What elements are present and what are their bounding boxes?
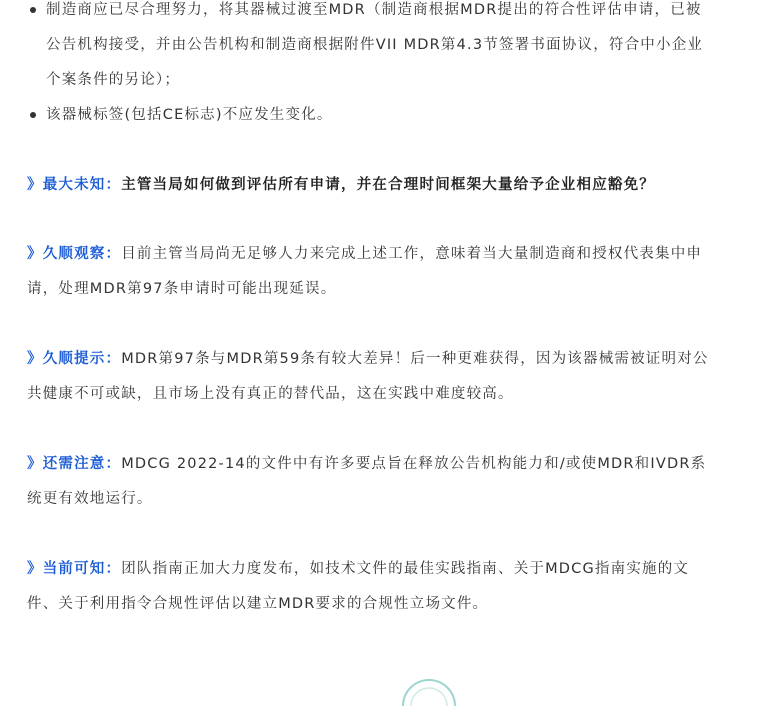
section-biggest-unknown <box>27 168 717 203</box>
section-note <box>27 447 717 517</box>
section-observation <box>27 237 717 307</box>
section-lead: 》最大未知： <box>27 177 122 193</box>
bullet-text: 制造商应已尽合理努力，将其器械过渡至MDR（制造商根据MDR提出的符合性评估申请，已被公告机构接受，并由公告机构和制造商根据附件VII MDR第4.3节签署书面协议，符合中小企业个案条件的另论）； <box>46 2 704 88</box>
bullet-text: 该器械标签(包括CE标志)不应发生变化。 <box>46 107 333 123</box>
article-body <box>27 0 717 612</box>
circle-decoration-icon <box>399 676 459 706</box>
section-lead: 》还需注意： <box>27 456 122 472</box>
section-text: MDR第97条与MDR第59条有较大差异！后一种更难获得，因为该器械需被证明对公共健康不可或缺，且市场上没有真正的替代品，这在实践中难度较高。 <box>27 351 709 402</box>
bullet-dot-icon <box>30 112 36 118</box>
section-tip <box>27 342 717 412</box>
section-text: 目前主管当局尚无足够人力来完成上述工作，意味着当大量制造商和授权代表集中申请，处理MDR第97条申请时可能出现延误。 <box>27 246 703 297</box>
bullet-dot-icon <box>30 7 36 13</box>
section-lead: 》久顺提示： <box>27 351 122 367</box>
section-text: MDCG 2022-14的文件中有许多要点旨在释放公告机构能力和/或使MDR和IVDR系统更有效地运行。 <box>27 456 707 507</box>
section-lead: 》久顺观察： <box>27 246 122 262</box>
bullet-list <box>27 0 717 133</box>
list-item <box>27 98 717 133</box>
section-lead: 》当前可知： <box>27 561 122 577</box>
section-text: 主管当局如何做到评估所有申请，并在合理时间框架大量给予企业相应豁免？ <box>121 177 655 193</box>
section-current <box>27 552 717 622</box>
list-item <box>27 0 717 98</box>
section-text: 团队指南正加大力度发布，如技术文件的最佳实践指南、关于MDCG指南实施的文件、关于利用指令合规性评估以建立MDR要求的合规性立场文件。 <box>27 561 690 612</box>
